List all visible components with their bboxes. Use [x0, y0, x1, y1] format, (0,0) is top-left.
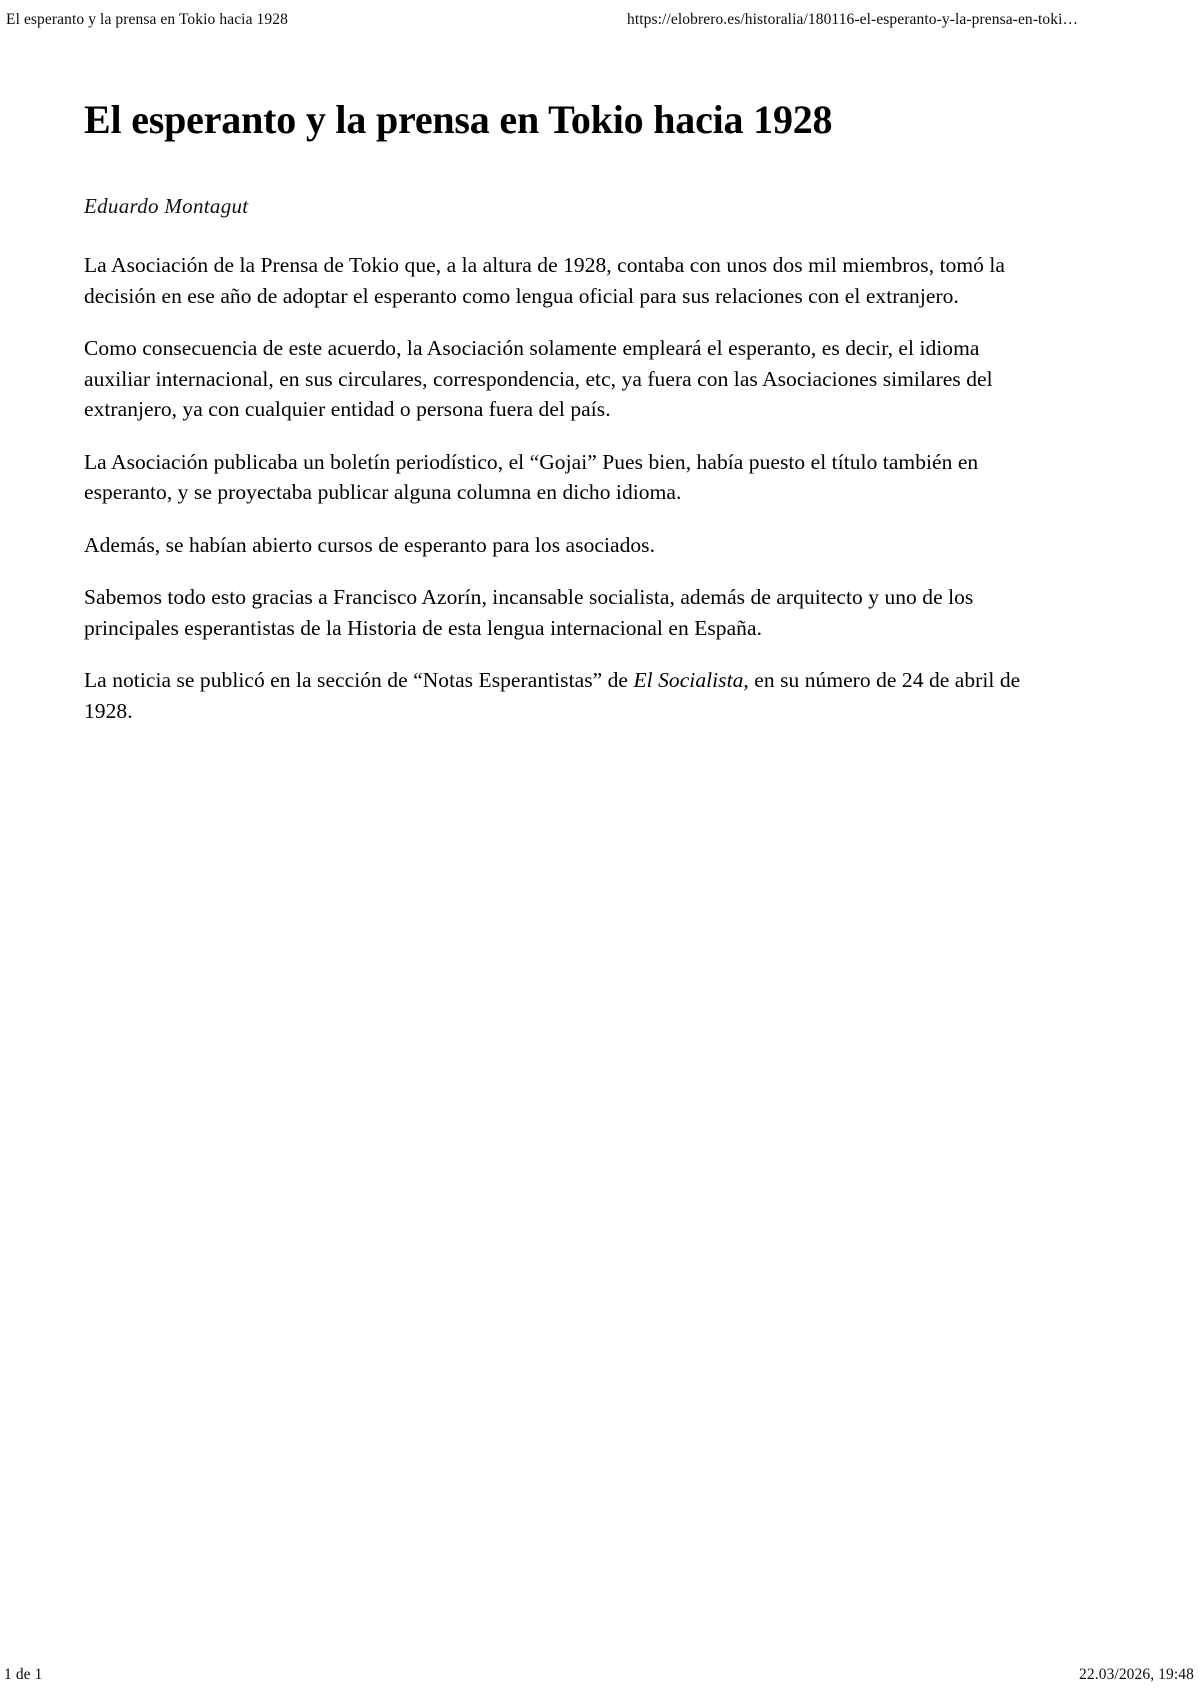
citation-prefix-text: La noticia se publicó en la sección de “Notas Esperantistas” de: [84, 668, 634, 692]
print-header-source-url: https://elobrero.es/historalia/180116-el-esperanto-y-la-prensa-en-toki…: [627, 11, 1079, 28]
article-paragraph: La Asociación publicaba un boletín periodístico, el “Gojai” Pues bien, había puesto el título también en esperanto, y se proyectaba publicar alguna columna en dicho idioma.: [84, 449, 979, 504]
article-byline: Eduardo Montagut: [84, 194, 249, 218]
citation-suffix-text: , en su número de 24 de abril de 1928.: [84, 668, 1021, 723]
article-paragraph: Como consecuencia de este acuerdo, la Asociación solamente empleará el esperanto, es decir, el idioma auxiliar internacional, en sus circulares, correspondencia, etc, ya fuera con las Asociaciones similares del extranjero, ya con cualquier entidad o persona fuera del país.: [84, 336, 993, 421]
print-header-document-title: El esperanto y la prensa en Tokio hacia 1928: [6, 11, 288, 28]
print-header: [0, 6, 1200, 30]
print-footer: [0, 1663, 1200, 1685]
article-paragraph: La Asociación de la Prensa de Tokio que, a la altura de 1928, contaba con unos dos mil miembros, tomó la decisión en ese año de adoptar el esperanto como lengua oficial para sus relaciones con el extranjero.: [84, 253, 1006, 308]
article-paragraph: Además, se habían abierto cursos de esperanto para los asociados.: [84, 532, 656, 557]
article-paragraph: Sabemos todo esto gracias a Francisco Azorín, incansable socialista, además de arquitecto y uno de los principales esperantistas de la Historia de esta lengua internacional en España.: [84, 585, 974, 640]
print-timestamp: 22.03/2026, 19:48: [1079, 1666, 1194, 1683]
article-body: [84, 250, 1032, 726]
article-paragraph-with-citation: [84, 665, 1032, 726]
page-number-indicator: 1 de 1: [4, 1666, 43, 1683]
publication-name: El Socialista: [633, 668, 744, 692]
article: [84, 96, 1032, 726]
page-title: El esperanto y la prensa en Tokio hacia 1928: [84, 97, 833, 142]
